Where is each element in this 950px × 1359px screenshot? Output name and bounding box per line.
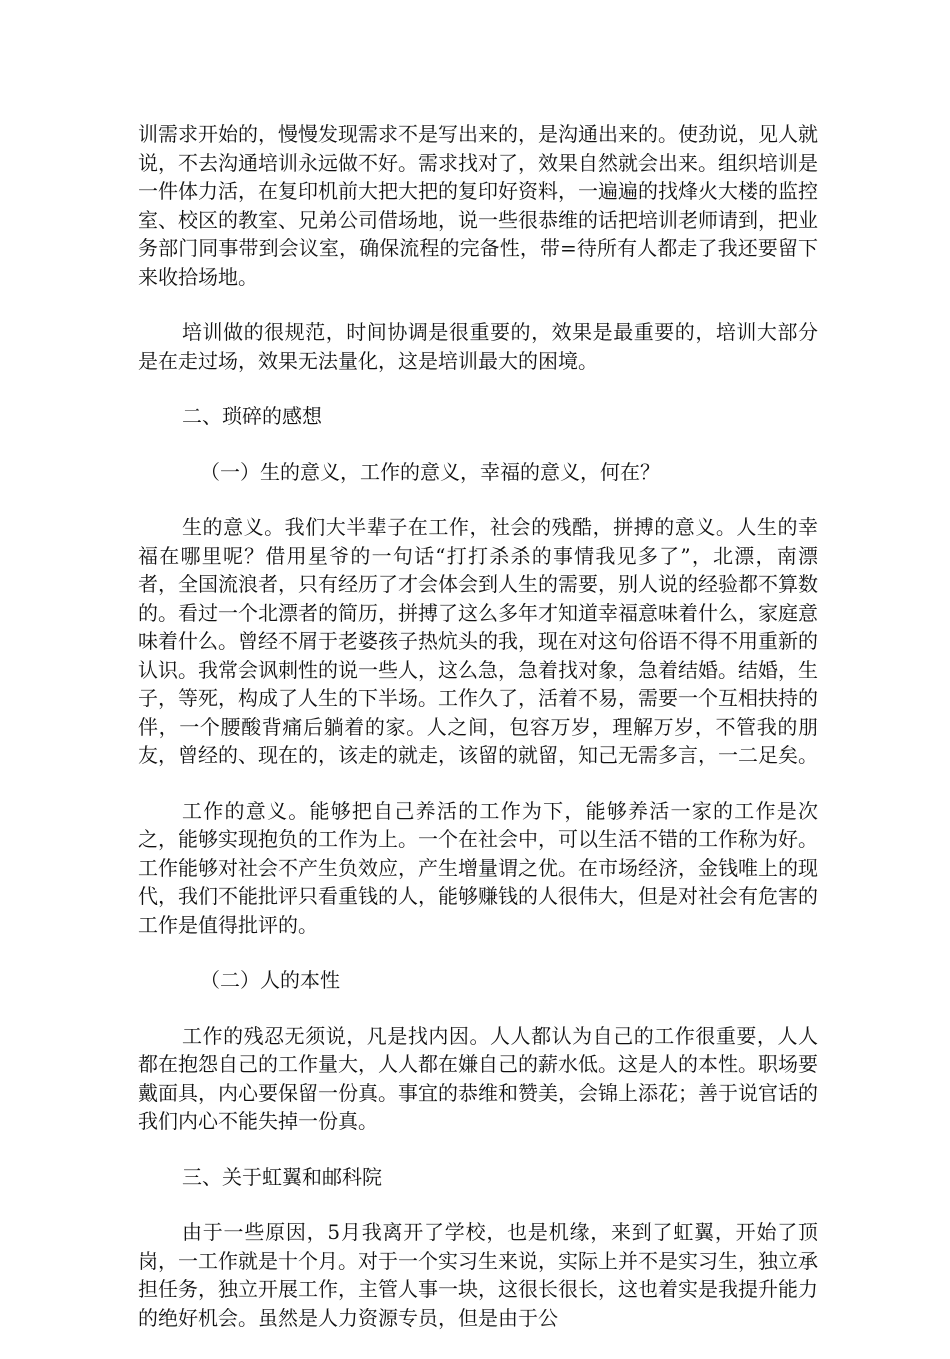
section-heading-3: 三、关于虹翼和邮科院 [182,1164,382,1189]
paragraph-training-needs: 训需求开始的，慢慢发现需求不是写出来的，是沟通出来的。使劲说，见人就说，不去沟通培训永远做不好。需求找对了，效果自然就会出来。组织培训是一件体力活，在复印机前大把大把的复印好资料，一遍遍的找烽火大楼的监控室、校区的教室、兄弟公司借场地，说一些很恭维的话把培训老师请到，把业务部门同事带到会议室，确保流程的完备性，带=待所有人都走了我还要留下来收拾场地。 [138,122,818,289]
section-heading-2: 二、琐碎的感想 [182,404,322,428]
subsection-heading-2-1: （一）生的意义，工作的意义，幸福的意义，何在？ [200,459,660,484]
paragraph-human-nature: 工作的残忍无须说，凡是找内因。人人都认为自己的工作很重要，人人都在抱怨自己的工作量大，人人都在嫌自己的薪水低。这是人的本性。职场要戴面具，内心要保留一份真。事宜的恭维和赞美，会锦上添花；善于说官话的我们内心不能失掉一份真。 [138,1023,818,1133]
paragraph-meaning-of-life: 生的意义。我们大半辈子在工作，社会的残酷，拼搏的意义。人生的幸福在哪里呢？借用星爷的一句话“打打杀杀的事情我见多了”，北漂，南漂者，全国流浪者，只有经历了才会体会到人生的需要，别人说的经验都不算数的。看过一个北漂者的简历，拼搏了这么多年才知道幸福意味着什么，家庭意味着什么。曾经不屑于老婆孩子热炕头的我，现在对这句俗语不得不用重新的认识。我常会讽刺性的说一些人，这么急，急着找对象，急着结婚。结婚，生子，等死，构成了人生的下半场。工作久了，活着不易，需要一个互相扶持的伴，一个腰酸背痛后躺着的家。人之间，包容万岁，理解万岁，不管我的朋友，曾经的、现在的，该走的就走，该留的就留，知己无需多言，一二足矣。 [138,515,818,767]
paragraph-meaning-of-work: 工作的意义。能够把自己养活的工作为下，能够养活一家的工作是次之，能够实现抱负的工作为上。一个在社会中，可以生活不错的工作称为好。工作能够对社会不产生负效应，产生增量谓之优。在市场经济，金钱唯上的现代，我们不能批评只看重钱的人，能够赚钱的人很伟大，但是对社会有危害的工作是值得批评的。 [138,798,818,937]
subsection-heading-2-2: （二）人的本性 [200,968,340,992]
paragraph-hongyi: 由于一些原因，5月我离开了学校，也是机缘，来到了虹翼，开始了顶岗，一工作就是十个月。对于一个实习生来说，实际上并不是实习生，独立承担任务，独立开展工作，主管人事一块，这很长很长，这也着实是我提升能力的绝好机会。虽然是人力资源专员，但是由于公 [138,1220,818,1330]
document-page [138,120,818,1359]
paragraph-training-standard: 培训做的很规范，时间协调是很重要的，效果是最重要的，培训大部分是在走过场，效果无法量化，这是培训最大的困境。 [138,320,818,373]
